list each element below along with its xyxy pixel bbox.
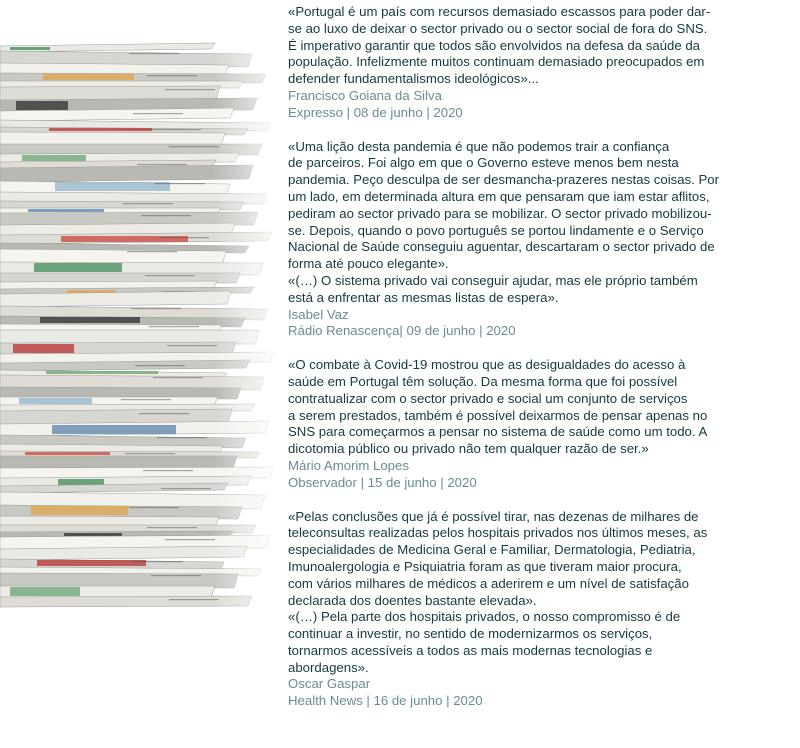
quote-source: Expresso | 08 de junho | 2020 <box>288 104 463 120</box>
quote-block <box>288 4 788 122</box>
quote-author: Oscar Gaspar <box>288 676 371 692</box>
newspaper-stack-image <box>0 40 285 610</box>
quote-source: Rádio Renascença| 09 de junho | 2020 <box>288 323 516 339</box>
quotes-column <box>288 4 788 727</box>
quote-source: Health News | 16 de junho | 2020 <box>288 693 483 709</box>
quote-text: «O combate à Covid-19 mostrou que as desigualdades do acesso à saúde em Portugal têm solução. Da mesma forma que foi possível contratualizar com o sector privado e social um conjunto de serviços a serem prestados, também é possível deixarmos de pensar apenas no SNS para começarmos a pensar no sistema de saúde como um todo. A dicotomia público ou privado não tem qualquer razão de ser.» <box>288 357 708 457</box>
quote-author: Mário Amorim Lopes <box>288 457 409 473</box>
quote-text: «Portugal é um país com recursos demasiado escassos para poder dar- se ao luxo de deixar o sector privado ou o sector social de fora do SNS. É imperativo garantir que todos são envolvidos na defesa da saúde da população. Infelizmente muitos continuam demasiado preocupados em defender fundamentalismos ideológicos»... <box>288 4 711 87</box>
newspaper-stack-icon <box>0 40 285 610</box>
quote-author: Isabel Vaz <box>288 306 349 322</box>
quote-source: Observador | 15 de junho | 2020 <box>288 474 477 490</box>
quote-block <box>288 139 788 341</box>
quote-block <box>288 509 788 711</box>
quote-author: Francisco Goiana da Silva <box>288 87 442 103</box>
quote-text: «Uma lição desta pandemia é que não podemos trair a confiança de parceiros. Foi algo em que o Governo esteve menos bem nesta pandemia. Peço desculpa de ser desmancha-prazeres nestas coisas. Por um lado, em determinada altura em que pensaram que iam estar aflitos, pediram ao sector privado para se mobilizar. O sector privado mobilizou- se. Depois, quando o povo português se portou lindamente e o Serviço Nacional de Saúde conseguiu aguentar, descartaram o sector privado de forma até pouco elegante». «(…) O sistema privado vai conseguir ajudar, mas ele próprio também está a enfrentar as mesmas listas de espera». <box>288 138 720 305</box>
quote-text: «Pelas conclusões que já é possível tirar, nas dezenas de milhares de teleconsultas realizadas pelos hospitais privados nos últimos meses, as especialidades de Medicina Geral e Familiar, Dermatologia, Pediatria, Imunoalergologia e Psiquiatria foram as que tiveram maior procura, com vários milhares de médicos a aderirem e um nível de satisfação declarada dos doentes bastante elevada». «(…) Pela parte dos hospitais privados, o nosso compromisso é de continuar a investir, no sentido de modernizarmos os serviços, tornarmos acessíveis a todos as mais modernas tecnologias e abordagens». <box>288 508 708 675</box>
quote-block <box>288 357 788 491</box>
